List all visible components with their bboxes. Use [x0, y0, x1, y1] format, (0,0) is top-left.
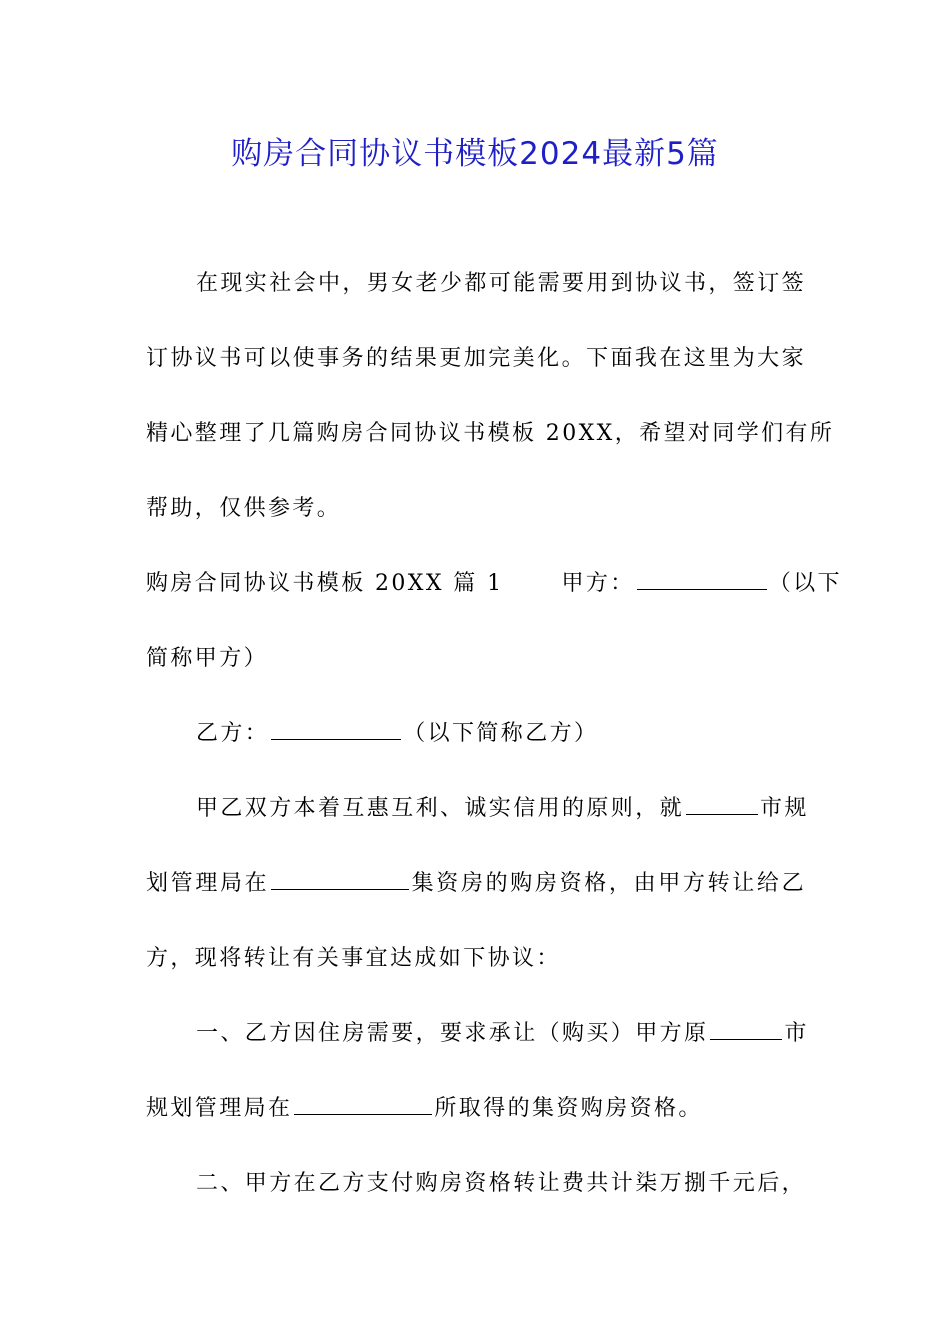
intro-line-4: 帮助，仅供参考。	[146, 496, 342, 521]
preamble-line-1	[196, 789, 809, 829]
party-a-label: 甲方：	[561, 571, 635, 596]
intro-line-2: 订协议书可以使事务的结果更加完美化。下面我在这里为大家	[146, 346, 806, 371]
preamble-line-3: 方，现将转让有关事宜达成如下协议：	[146, 946, 561, 971]
preamble-1-post: 市规	[760, 796, 809, 821]
party-b-label: 乙方：	[196, 721, 270, 746]
party-b-line	[196, 714, 806, 754]
city-blank-2	[710, 1017, 782, 1040]
party-a-continuation: 简称甲方）	[146, 646, 269, 671]
clause-1-post: 市	[784, 1021, 809, 1046]
document-title: 购房合同协议书模板2024最新5篇	[231, 136, 719, 172]
clause-2-line-1: 二、甲方在乙方支付购房资格转让费共计柒万捌千元后，	[196, 1171, 807, 1196]
preamble-2-post: 集资房的购房资格，由甲方转让给乙	[411, 871, 806, 896]
party-b-suffix: （以下简称乙方）	[403, 721, 599, 746]
clause-1-pre: 一、乙方因住房需要，要求承让（购买）甲方原	[196, 1021, 709, 1046]
preamble-line-2	[146, 864, 806, 904]
preamble-1-pre: 甲乙双方本着互惠互利、诚实信用的原则，就	[196, 796, 685, 821]
section-heading: 购房合同协议书模板 20XX 篇 1	[146, 571, 504, 596]
party-a-suffix: （以下	[768, 571, 842, 596]
clause-1b-post: 所取得的集资购房资格。	[434, 1096, 703, 1121]
clause-1-line-2	[146, 1089, 806, 1129]
clause-1b-pre: 规划管理局在	[146, 1096, 293, 1121]
intro-line-3: 精心整理了几篇购房合同协议书模板 20XX，希望对同学们有所	[146, 421, 835, 446]
location-blank-1	[271, 867, 409, 890]
preamble-2-pre: 划管理局在	[146, 871, 270, 896]
party-b-blank	[271, 717, 401, 740]
city-blank-1	[686, 792, 758, 815]
location-blank-2	[294, 1092, 432, 1115]
section-heading-line	[146, 564, 842, 604]
clause-1-line-1	[196, 1014, 809, 1054]
party-a-blank	[637, 567, 767, 590]
intro-line-1: 在现实社会中，男女老少都可能需要用到协议书，签订签	[196, 271, 807, 296]
